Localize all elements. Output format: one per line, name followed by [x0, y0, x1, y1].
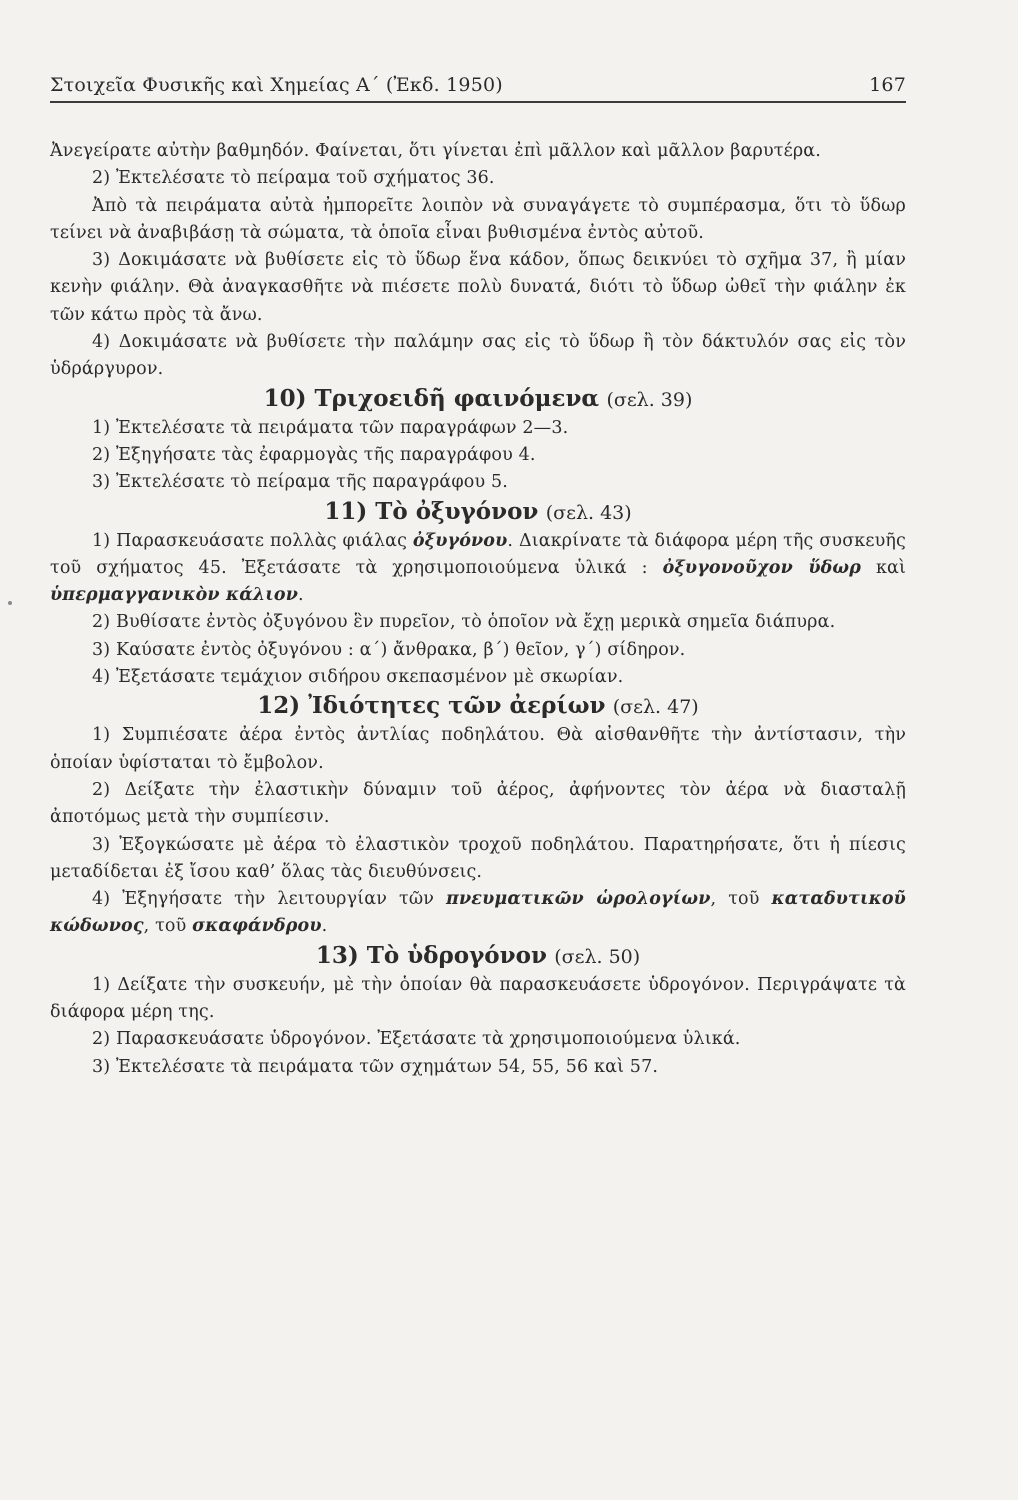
paragraph: 4) Δοκιμάσατε νὰ βυθίσετε τὴν παλάμην σας εἰς τὸ ὕδωρ ἢ τὸν δάκτυλόν σας εἰς τὸν ὑδράργυρον.: [50, 332, 906, 380]
paragraph: 1) Παρασκευάσατε πολλὰς φιάλας ὀξυγόνου. Διακρίνατε τὰ διάφορα μέρη τῆς συσκευῆς τοῦ σχήματος 45. Ἐξετάσατε τὰ χρησιμοποιούμενα ὑλικά : ὀξυγονοῦχον ὕδωρ καὶ ὑπερμαγγανικὸν κάλιον.: [50, 530, 907, 606]
paragraph: 1) Δείξατε τὴν συσκευήν, μὲ τὴν ὁποίαν θὰ παρασκευάσετε ὑδρογόνον. Περιγράψατε τὰ διάφορα μέρη της.: [50, 974, 906, 1023]
paragraph: 3) Ἐκτελέσατε τὸ πείραμα τῆς παραγράφου 5.: [92, 472, 508, 493]
section-title: 12) Ἰδιότητες τῶν ἀερίων: [257, 692, 606, 720]
paragraph: 4) Ἐξετάσατε τεμάχιον σιδήρου σκεπασμένον μὲ σκωρίαν.: [92, 667, 624, 688]
section-title: 13) Τὸ ὑδρογόνον: [315, 941, 547, 969]
paragraph: 3) Καύσατε ἐντὸς ὀξυγόνου : α΄) ἄνθρακα, β΄) θεῖον, γ΄) σίδηρον.: [92, 639, 686, 660]
emphasis-term: ὀξυγόνου: [412, 530, 508, 551]
paragraph: 3) Δοκιμάσατε νὰ βυθίσετε εἰς τὸ ὕδωρ ἕνα κάδον, ὅπως δεικνύει τὸ σχῆμα 37, ἢ μίαν κενὴν φιάλην. Θὰ ἀναγκασθῆτε νὰ πιέσετε πολὺ δυνατά, διότι τὸ ὕδωρ ὠθεῖ τὴν φιάλην ἐκ τῶν κάτω πρὸς τὰ ἄνω.: [50, 250, 906, 325]
section-title: 11) Τὸ ὀξυγόνον: [324, 497, 539, 525]
page-number: 167: [869, 74, 906, 96]
paragraph: 4) Ἐξηγήσατε τὴν λειτουργίαν τῶν πνευματικῶν ὡρολογίων, τοῦ καταδυτικοῦ κώδωνος, τοῦ σκαφάνδρου.: [50, 889, 906, 937]
running-title: Στοιχεῖα Φυσικῆς καὶ Χημείας Α΄ (Ἐκδ. 1950): [50, 74, 503, 96]
paragraph: 2) Ἐκτελέσατε τὸ πείραμα τοῦ σχήματος 36.: [92, 168, 495, 189]
section-page-ref: (σελ. 50): [554, 945, 641, 968]
paragraph: 2) Βυθίσατε ἐντὸς ὀξυγόνου ἓν πυρεῖον, τὸ ὁποῖον νὰ ἔχῃ μερικὰ σημεῖα διάπυρα.: [92, 612, 836, 633]
page-header: [50, 74, 906, 96]
emphasis-term: σκαφάνδρου: [192, 916, 322, 937]
header-rule: [50, 101, 906, 103]
paragraph: Ἀπὸ τὰ πειράματα αὐτὰ ἠμπορεῖτε λοιπὸν νὰ συναγάγετε τὸ συμπέρασμα, ὅτι τὸ ὕδωρ τείνει νὰ ἀναβιβάσῃ τὰ σώματα, τὰ ὁποῖα εἶναι βυθισμένα ἐντὸς αὐτοῦ.: [50, 195, 906, 243]
section-heading-11: [50, 497, 906, 528]
paragraph: 1) Ἐκτελέσατε τὰ πειράματα τῶν παραγράφων 2—3.: [92, 417, 569, 438]
emphasis-term: ὑπερμαγγανικὸν κάλιον: [50, 585, 298, 606]
section-page-ref: (σελ. 47): [612, 696, 699, 719]
paragraph: 2) Δείξατε τὴν ἐλαστικὴν δύναμιν τοῦ ἀέρος, ἀφήνοντες τὸν ἀέρα νὰ διασταλῇ ἀποτόμως μετὰ τὴν συμπίεσιν.: [50, 779, 906, 828]
paragraph: 1) Συμπιέσατε ἀέρα ἐντὸς ἀντλίας ποδηλάτου. Θὰ αἰσθανθῆτε τὴν ἀντίστασιν, τὴν ὁποίαν ὑφίσταται τὸ ἔμβολον.: [50, 725, 906, 773]
section-title: 10) Τριχοειδῆ φαινόμενα: [263, 384, 600, 412]
paragraph: 3) Ἐξογκώσατε μὲ ἀέρα τὸ ἐλαστικὸν τροχοῦ ποδηλάτου. Παρατηρήσατε, ὅτι ἡ πίεσις μεταδίδεται ἐξ ἴσου καθ’ ὅλας τὰς διευθύνσεις.: [50, 834, 906, 882]
page-body: [50, 138, 906, 1081]
section-page-ref: (σελ. 39): [606, 388, 693, 411]
paragraph: 3) Ἐκτελέσατε τὰ πειράματα τῶν σχημάτων 54, 55, 56 καὶ 57.: [92, 1056, 659, 1077]
paragraph: Ἀνεγείρατε αὐτὴν βαθμηδόν. Φαίνεται, ὅτι γίνεται ἐπὶ μᾶλλον καὶ μᾶλλον βαρυτέρα.: [50, 141, 821, 161]
paragraph: 2) Παρασκευάσατε ὑδρογόνον. Ἐξετάσατε τὰ χρησιμοποιούμενα ὑλικά.: [92, 1029, 741, 1050]
paragraph: 2) Ἐξηγήσατε τὰς ἐφαρμογὰς τῆς παραγράφου 4.: [92, 444, 536, 465]
section-heading-12: [50, 691, 906, 722]
emphasis-term: καταδυτικοῦ κώδωνος: [50, 889, 906, 937]
emphasis-term: πνευματικῶν ὡρολογίων: [446, 889, 711, 910]
margin-speck: [8, 601, 12, 605]
section-heading-10: [50, 384, 906, 415]
emphasis-term: ὀξυγονοῦχον ὕδωρ: [662, 557, 862, 578]
section-heading-13: [50, 941, 906, 972]
section-page-ref: (σελ. 43): [545, 501, 632, 524]
